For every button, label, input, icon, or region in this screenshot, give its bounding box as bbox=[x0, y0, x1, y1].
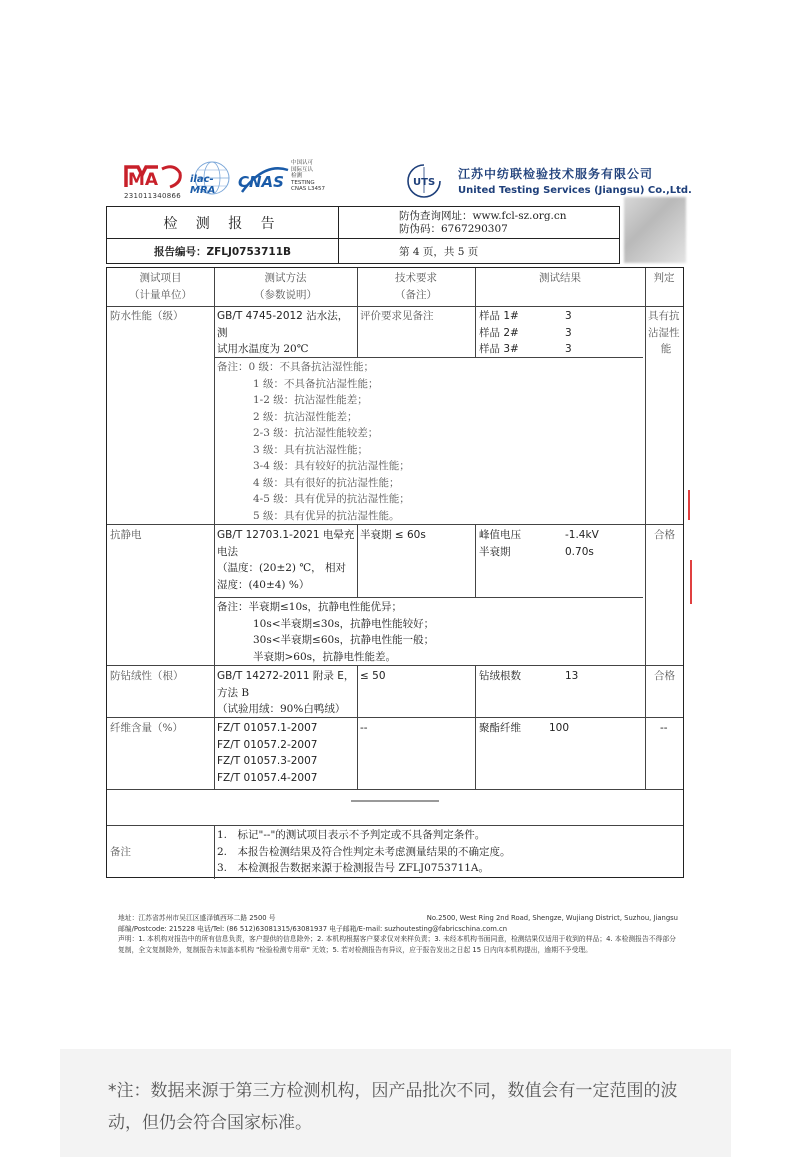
fiber-method: FZ/T 01057.1-2007 FZ/T 01057.2-2007 FZ/T 01057.3-2007 FZ/T 01057.4-2007 bbox=[217, 722, 318, 784]
waterproof-results bbox=[479, 308, 639, 358]
header-verdict: 判定 bbox=[653, 272, 675, 284]
remarks-label: 备注 bbox=[110, 846, 131, 858]
query-url: 防伪查询网址：www.fcl-sz.org.cn bbox=[399, 210, 567, 222]
sample-row: 样品 2# 3 bbox=[479, 326, 572, 339]
results-table bbox=[106, 267, 684, 878]
waterproof-method: GB/T 4745-2012 沾水法，测 试用水温度为 20℃ bbox=[217, 310, 349, 355]
fiber-requirement: -- bbox=[360, 722, 368, 734]
uts-logo bbox=[404, 163, 444, 199]
waterproof-notes: 备注：0 级：不具备抗沾湿性能； 1 级：不具备抗沾湿性能； 1-2 级：抗沾湿性能差； 2 级：抗沾湿性能差； 2-3 级：抗沾湿性能较差； 3 级：具有抗沾湿性能； 3-4 级：具有较好的抗沾湿性能； 4 级：具有很好的抗沾湿性能； 4-5 级：具有优异的抗沾湿性能； 5 级：具有优异的抗沾湿性能。 bbox=[217, 361, 410, 522]
anti-counterfeit-info bbox=[339, 207, 619, 239]
waterproof-verdict: 具有抗 沾湿性 能 bbox=[648, 310, 680, 355]
company-name-en: United Testing Services (Jiangsu) Co.,Ltd. bbox=[458, 185, 692, 196]
svg-text:UTS: UTS bbox=[413, 177, 436, 188]
fiber-result: 聚酯纤维 100 bbox=[479, 722, 570, 734]
fiber-verdict: -- bbox=[660, 722, 668, 734]
header-method: 测试方法 （参数说明） bbox=[254, 272, 317, 301]
disclaimer-text: *注：数据来源于第三方检测机构，因产品批次不同，数值会有一定范围的波动，但仍会符合国家标准。 bbox=[108, 1081, 678, 1133]
address-cn: 地址：江苏省苏州市吴江区盛泽镇西环二路 2500 号 bbox=[118, 914, 276, 922]
antistatic-requirement: 半衰期 ≤ 60s bbox=[360, 529, 426, 541]
cnas-side-text: 中国认可 国际互认 检测 TESTING CNAS L3457 bbox=[291, 160, 326, 192]
uts-mark-icon bbox=[404, 163, 444, 199]
header-requirement: 技术要求 （备注） bbox=[395, 272, 437, 301]
header-result: 测试结果 bbox=[539, 272, 581, 284]
anti-counterfeit-code: 防伪码：6767290307 bbox=[399, 223, 508, 235]
result-row: 峰值电压 -1.4kV bbox=[479, 529, 599, 541]
disclaimer-box bbox=[60, 1049, 731, 1157]
anti-drill-requirement: ≤ 50 bbox=[360, 670, 386, 682]
statement-line: 复制，全文复制除外，复制报告未加盖本机构 "检验检测专用章" 无效；5. 若对检测报告有异议，应于报告发出之日起 15 日内向本机构提出，逾期不予受理。 bbox=[118, 945, 592, 954]
antistatic-item: 抗静电 bbox=[110, 529, 142, 541]
svg-text:MA: MA bbox=[128, 170, 159, 190]
anti-drill-item: 防钻绒性（根） bbox=[110, 670, 184, 682]
contact-line: 邮编/Postcode: 215228 电话/Tel: (86 512)63081315/63081937 电子邮箱/E-mail: suzhoutesting@fabricschina.com.cn bbox=[118, 924, 508, 933]
cma-number: 231011340866 bbox=[124, 192, 182, 200]
waterproof-item: 防水性能（级） bbox=[110, 310, 184, 322]
ilac-label: ilac-MRA bbox=[190, 174, 216, 196]
report-title: 检 测 报 告 bbox=[107, 207, 339, 239]
cnas-logo bbox=[238, 162, 290, 202]
header-item: 测试项目 （计量单位） bbox=[129, 272, 192, 301]
anti-drill-result: 钻绒根数 13 bbox=[479, 670, 579, 682]
stamp-trace bbox=[690, 560, 692, 604]
statement-line: 声明：1. 本机构对报告中的所有信息负责，客户提供的信息除外；2. 本机构根据客户要求仅对来样负责；3. 未经本机构书面同意，检测结果仅适用于收到的样品；4. 本检测报告不得部分 bbox=[118, 935, 676, 943]
address-en: No.2500, West Ring 2nd Road, Shengze, Wujiang District, Suzhou, Jiangsu bbox=[426, 914, 678, 922]
antistatic-results bbox=[479, 527, 639, 560]
result-row: 半衰期 0.70s bbox=[479, 545, 594, 558]
antistatic-notes: 备注：半衰期≤10s，抗静电性能优异； 10s<半衰期≤30s，抗静电性能较好； 30s<半衰期≤60s，抗静电性能一般； 半衰期>60s，抗静电性能差。 bbox=[217, 601, 435, 663]
ilac-mra-logo bbox=[190, 160, 234, 200]
cma-mark-icon bbox=[122, 161, 184, 191]
anti-drill-verdict: 合格 bbox=[654, 670, 675, 682]
report-number: 报告编号：ZFLJ0753711B bbox=[107, 239, 339, 263]
page-indicator: 第 4 页，共 5 页 bbox=[399, 245, 479, 258]
anti-drill-method: GB/T 14272-2011 附录 E， 方法 B （试验用绒：90%白鸭绒） bbox=[217, 670, 355, 715]
sample-row: 样品 3# 3 bbox=[479, 343, 572, 355]
cma-logo bbox=[122, 161, 184, 201]
blurred-stamp bbox=[624, 197, 686, 263]
fiber-item: 纤维含量（%） bbox=[110, 722, 183, 734]
report-footer bbox=[118, 913, 678, 955]
antistatic-method: GB/T 12703.1-2021 电晕充 电法 （温度：(20±2) ℃， 相对 湿度：(40±4) %） bbox=[217, 529, 355, 591]
remarks-list: 1. 标记"--"的测试项目表示不予判定或不具备判定条件。 2. 本报告检测结果及符合性判定未考虑测量结果的不确定度。 3. 本检测报告数据来源于检测报告号 ZFLJ0753711A。 bbox=[217, 829, 511, 874]
stamp-trace bbox=[688, 490, 690, 520]
antistatic-verdict: 合格 bbox=[654, 529, 675, 541]
waterproof-requirement: 评价要求见备注 bbox=[360, 310, 434, 322]
sample-row: 样品 1# 3 bbox=[479, 310, 572, 322]
company-name-cn: 江苏中纺联检验技术服务有限公司 bbox=[458, 167, 654, 181]
cnas-label: CNAS bbox=[238, 173, 284, 191]
report-title-block bbox=[106, 206, 620, 264]
